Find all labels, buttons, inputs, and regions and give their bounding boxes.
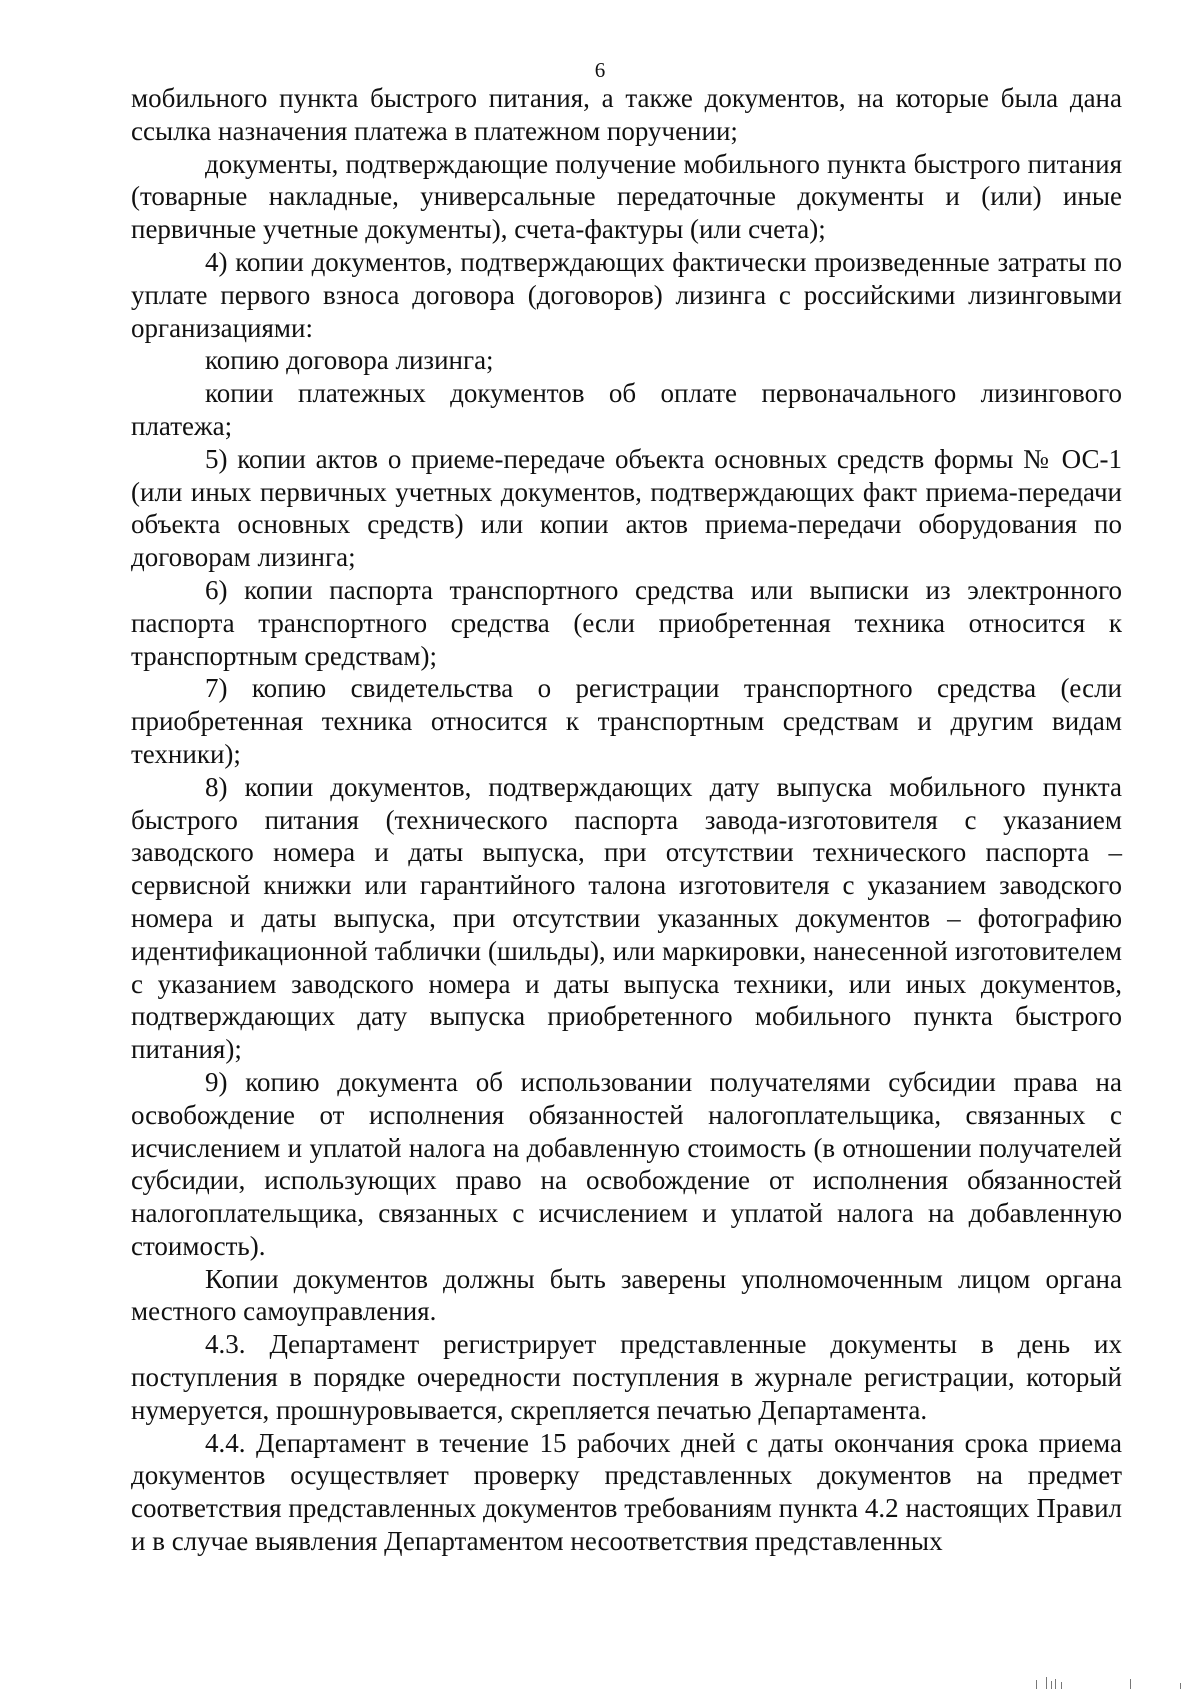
- section-4-3: 4.3. Департамент регистрирует представленные документы в день их поступления в порядке очередности поступления в журнале регистрации, который нумеруется, прошнуровывается, скрепляется печатью Департамента.: [131, 1329, 1122, 1425]
- list-item-8: 8) копии документов, подтверждающих дату выпуска мобильного пункта быстрого питания (технического паспорта завода-изготовителя с указанием заводского номера и даты выпуска, при отсутствии технического паспорта – сервисной книжки или гарантийного талона изготовителя с указанием заводского номера и даты выпуска, при отсутствии указанных документов – фотографию идентификационной таблички (шильды), или маркировки, нанесенной изготовителем с указанием заводского номера и даты выпуска техники, или иных документов, подтверждающих дату выпуска приобретенного мобильного пункта быстрого питания);: [131, 771, 1122, 1065]
- list-item-5: 5) копии актов о приеме-передаче объекта основных средств формы № ОС-1 (или иных первичных учетных документов, подтверждающих факт приема-передачи объекта основных средств) или копии актов приема-передачи оборудования по договорам лизинга;: [131, 443, 1122, 573]
- paragraph: копию договора лизинга;: [205, 345, 494, 376]
- scan-marks: [1034, 1677, 1184, 1689]
- list-item-6: 6) копии паспорта транспортного средства или выписки из электронного паспорта транспортного средства (если приобретенная техника относится к транспортным средствам);: [131, 574, 1122, 671]
- paragraph: документы, подтверждающие получение мобильного пункта быстрого питания (товарные накладные, универсальные передаточные документы и (или) иные первичные учетные документы), счета-фактуры (или счета);: [131, 148, 1122, 245]
- page-number: 6: [594, 58, 606, 82]
- paragraph: мобильного пункта быстрого питания, а также документов, на которые была дана ссылка назначения платежа в платежном поручении;: [131, 83, 1122, 146]
- document-body: [131, 82, 1122, 1558]
- list-item-4: 4) копии документов, подтверждающих фактически произведенные затраты по уплате первого взноса договора (договоров) лизинга с российскими лизинговыми организациями:: [131, 246, 1122, 343]
- paragraph: Копии документов должны быть заверены уполномоченным лицом органа местного самоуправления.: [131, 1263, 1122, 1327]
- paragraph: копии платежных документов об оплате первоначального лизингового платежа;: [131, 378, 1122, 441]
- list-item-9: 9) копию документа об использовании получателями субсидии права на освобождение от исполнения обязанностей налогоплательщика, связанных с исчислением и уплатой налога на добавленную стоимость (в отношении получателей субсидии, использующих право на освобождение от исполнения обязанностей налогоплательщика, связанных с исчислением и уплатой налога на добавленную стоимость).: [131, 1066, 1122, 1261]
- section-4-4: 4.4. Департамент в течение 15 рабочих дней с даты окончания срока приема документов осуществляет проверку представленных документов на предмет соответствия представленных документов требованиям пункта 4.2 настоящих Правил и в случае выявления Департаментом несоответствия представленных: [131, 1427, 1122, 1557]
- list-item-7: 7) копию свидетельства о регистрации транспортного средства (если приобретенная техника относится к транспортным средствам и другим видам техники);: [131, 673, 1122, 769]
